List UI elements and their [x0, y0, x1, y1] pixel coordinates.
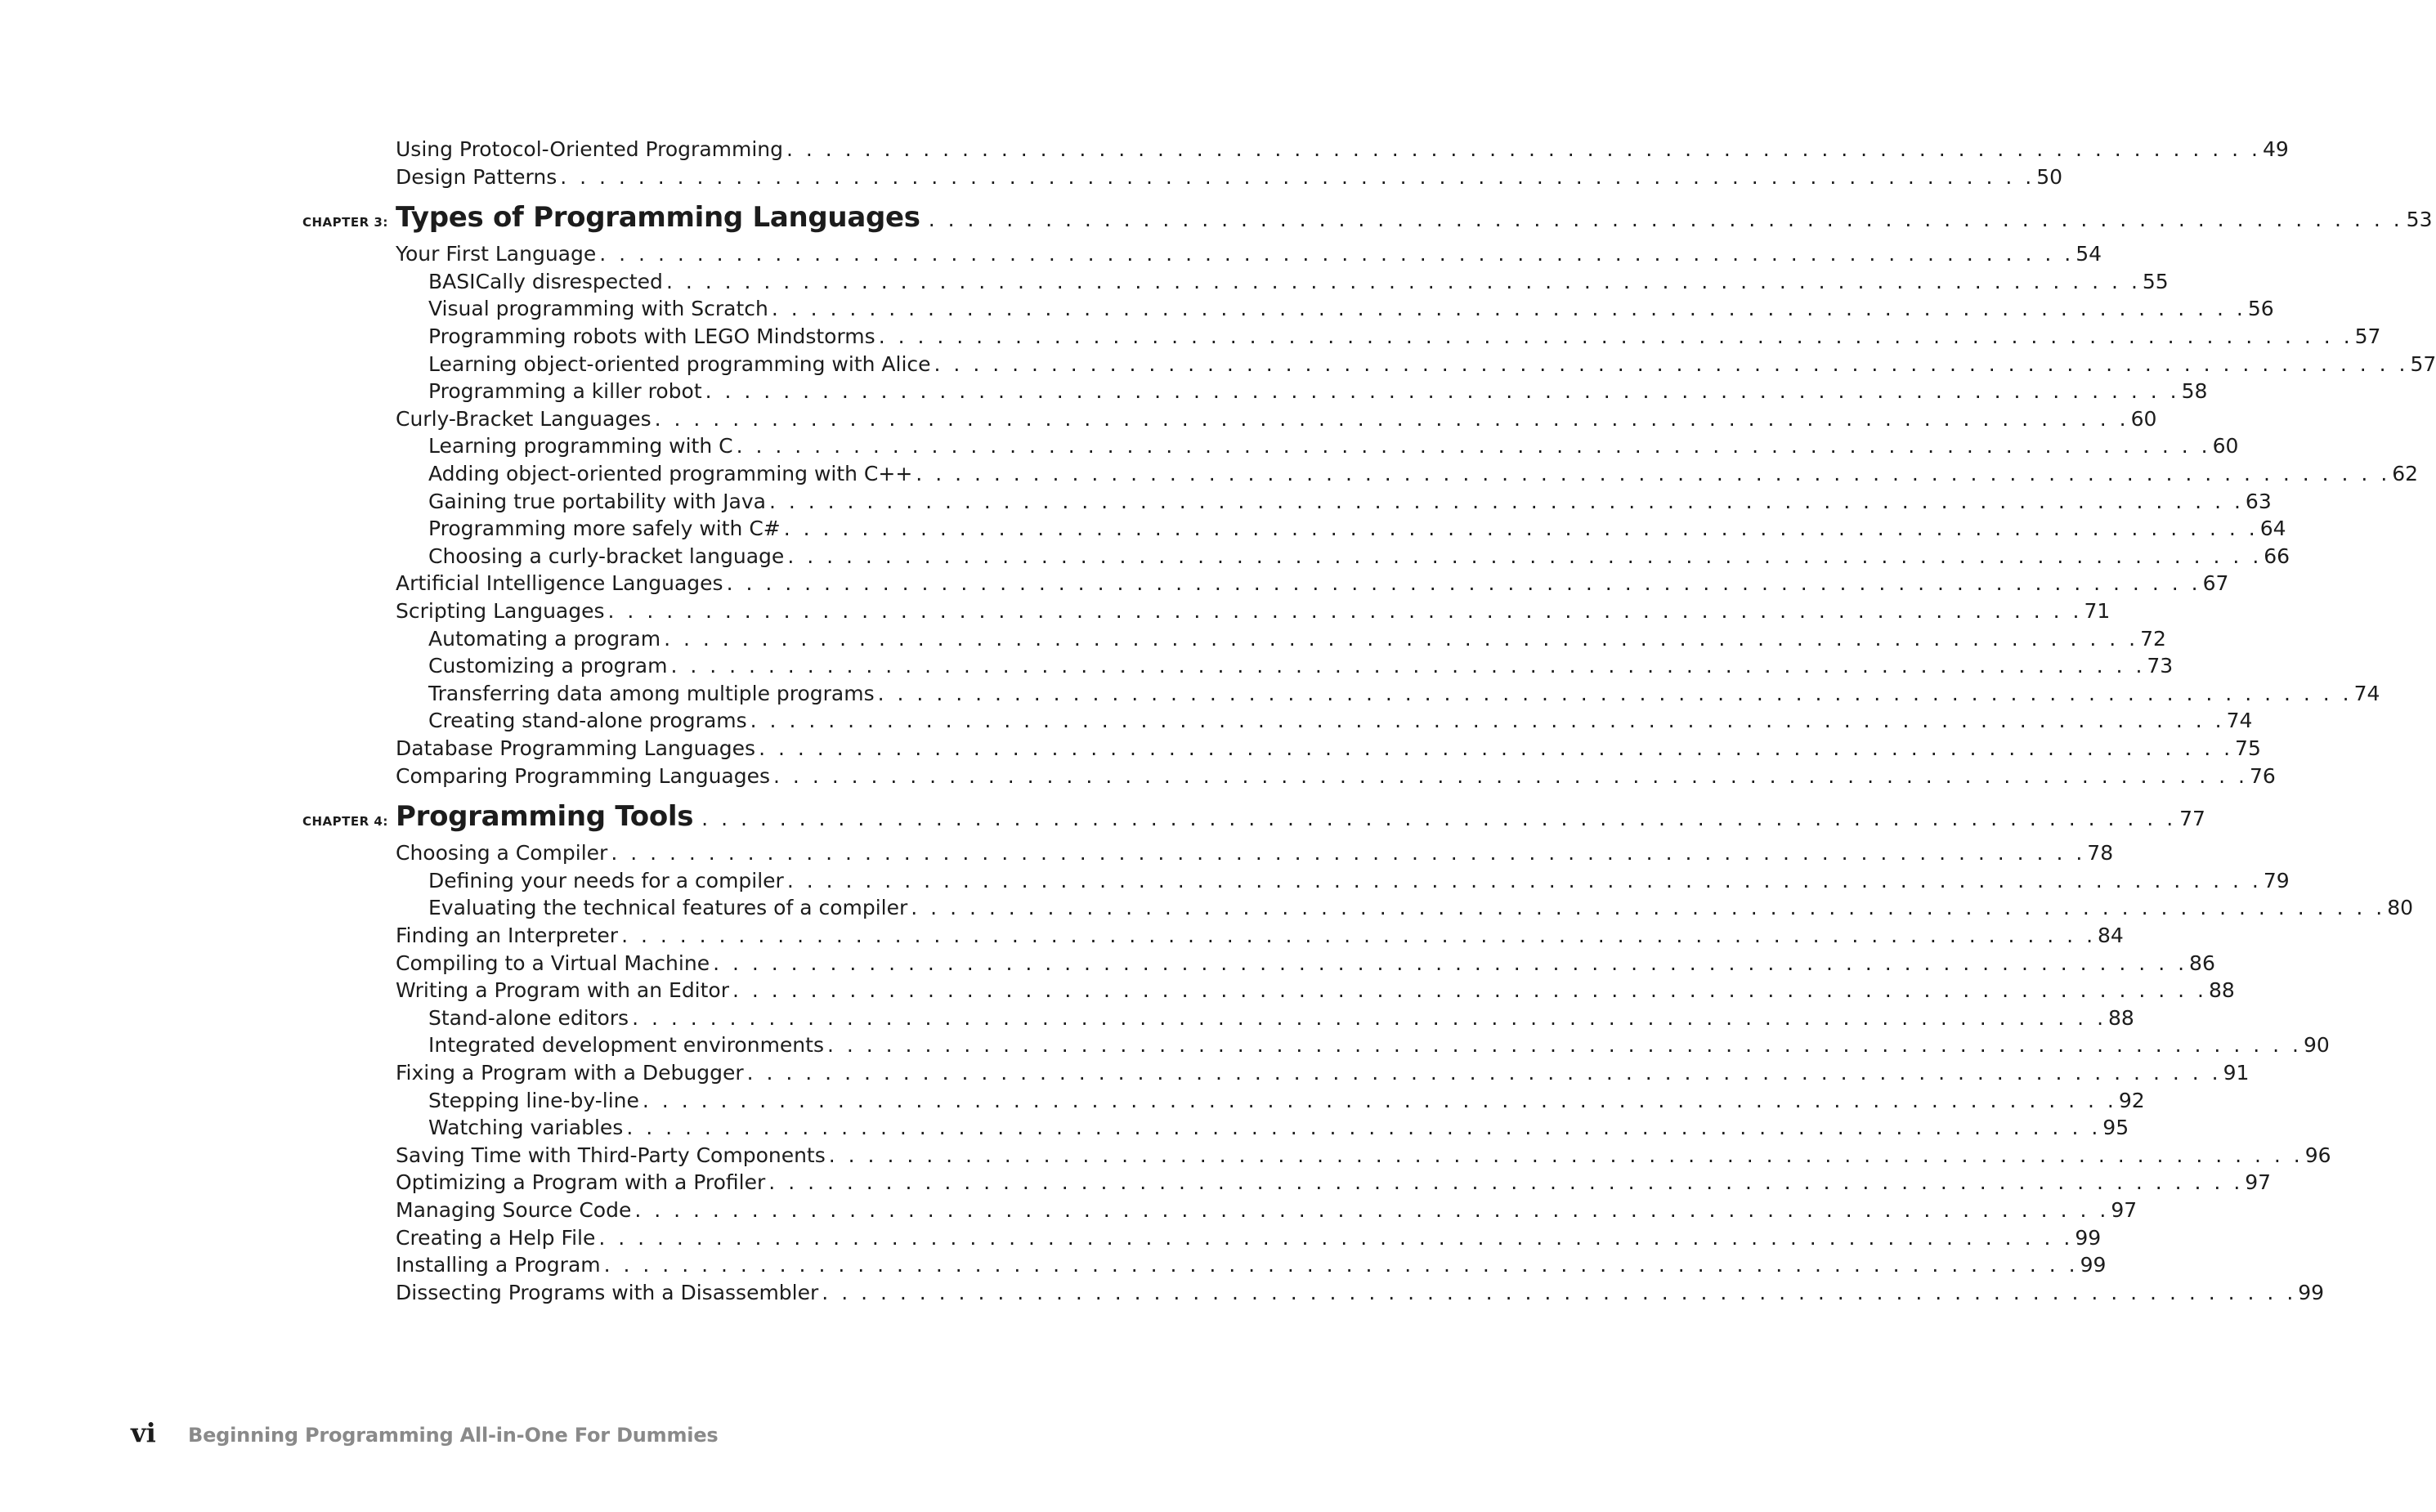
- entry-page-number: 97: [2111, 1198, 2138, 1222]
- entry-title: BASICally disrespected: [428, 269, 663, 293]
- toc-subentry: [428, 323, 2381, 351]
- toc-subentry: [428, 351, 2436, 378]
- entry-title: Your First Language: [396, 242, 597, 266]
- entry-title: Programming more safely with C#: [428, 517, 781, 541]
- dot-leader: . . . . . . . . . . . . . . . . . . . . . . . . . . . . . . . . . . . . . . . . . . . . . . . . . . . . . . . . . . . . . . . . . . . . . . . . . . . .: [878, 324, 2353, 348]
- entry-page-number: 57: [2354, 324, 2381, 348]
- dot-leader: . . . . . . . . . . . . . . . . . . . . . . . . . . . . . . . . . . . . . . . . . . . . . . . . . . . . . . . . . . . . . . . . . . . . . . . . . . . .: [768, 489, 2244, 513]
- chapter-title: Programming Tools: [396, 800, 694, 834]
- toc-subentry: [428, 1004, 2134, 1032]
- entry-page-number: 78: [2087, 841, 2114, 866]
- entry-title: Evaluating the technical features of a compiler: [428, 896, 908, 920]
- dot-leader: . . . . . . . . . . . . . . . . . . . . . . . . . . . . . . . . . . . . . . . . . . . . . . . . . . . . . . . . . . . . . . . . . . . . . . . . . . . .: [736, 434, 2211, 459]
- entry-title: Customizing a program: [428, 654, 668, 678]
- toc-subentry: [428, 1087, 2145, 1115]
- entry-page-number: 74: [2353, 681, 2380, 705]
- toc-entry: [396, 1279, 2325, 1307]
- dot-leader: . . . . . . . . . . . . . . . . . . . . . . . . . . . . . . . . . . . . . . . . . . . . . . . . . . . . . . . . . . . . . . . . . . . . . . . . . . . .: [768, 1170, 2244, 1195]
- entry-page-number: 95: [2102, 1116, 2129, 1140]
- entry-title: Programming robots with LEGO Mindstorms: [428, 324, 875, 348]
- dot-leader: . . . . . . . . . . . . . . . . . . . . . . . . . . . . . . . . . . . . . . . . . . . . . . . . . . . . . . . . . . . . . . . . . . . . . . . . . . . .: [654, 406, 2129, 431]
- entry-title: Visual programming with Scratch: [428, 297, 768, 321]
- entry-title: Installing a Program: [396, 1253, 601, 1277]
- dot-leader: . . . . . . . . . . . . . . . . . . . . . . . . . . . . . . . . . . . . . . . . . . . . . . . . . . . . . . . . . . . . . . . . . . . . . . . . . . . .: [771, 297, 2246, 321]
- chapter-heading: [302, 800, 2205, 841]
- entry-page-number: 76: [2250, 763, 2276, 788]
- toc-entry: [396, 1251, 2107, 1279]
- entry-page-number: 62: [2392, 462, 2419, 485]
- entry-title: Curly-Bracket Languages: [396, 406, 652, 431]
- dot-leader: . . . . . . . . . . . . . . . . . . . . . . . . . . . . . . . . . . . . . . . . . . . . . . . . . . . . . . . . . . . . . . . . . . . . . . . . . . . .: [726, 571, 2201, 596]
- dot-leader: . . . . . . . . . . . . . . . . . . . . . . . . . . . . . . . . . . . . . . . . . . . . . . . . . . . . . . . . . . . . . . . . . . . . . . . . . . . .: [934, 351, 2409, 376]
- entry-title: Comparing Programming Languages: [396, 763, 771, 788]
- entry-title: Scripting Languages: [396, 599, 605, 623]
- toc-subentry: [428, 894, 2414, 922]
- entry-page-number: 90: [2303, 1033, 2330, 1058]
- entry-page-number: 50: [2036, 164, 2063, 189]
- entry-page-number: 86: [2189, 951, 2215, 975]
- dot-leader: . . . . . . . . . . . . . . . . . . . . . . . . . . . . . . . . . . . . . . . . . . . . . . . . . . . . . . . . . . . . . . . . . . . . . . . . . . . .: [713, 951, 2188, 975]
- entry-page-number: 66: [2264, 544, 2290, 568]
- entry-page-number: 64: [2259, 517, 2286, 541]
- toc-subentry: [428, 680, 2380, 708]
- dot-leader: . . . . . . . . . . . . . . . . . . . . . . . . . . . . . . . . . . . . . . . . . . . . . . . . . . . . . . . . . . . . . . . . . . . . . . . . . . . .: [626, 1116, 2102, 1140]
- dot-leader: . . . . . . . . . . . . . . . . . . . . . . . . . . . . . . . . . . . . . . . . . . . . . . . . . . . . . . . . . . . . . . . . . . . . . . . . . . . .: [664, 626, 2139, 651]
- toc-entry: [396, 1059, 2250, 1087]
- chapter-heading: [302, 201, 2433, 242]
- entry-title: Defining your needs for a compiler: [428, 868, 784, 892]
- dot-leader: . . . . . . . . . . . . . . . . . . . . . . . . . . . . . . . . . . . . . . . . . . . . . . . . . . . . . . . . . . . . . . . . . . . . . . . . . . . .: [634, 1198, 2110, 1222]
- toc-subentry: [428, 625, 2166, 653]
- entry-page-number: 60: [2130, 406, 2157, 431]
- toc-entry: [396, 1169, 2272, 1197]
- toc-entry: [396, 839, 2114, 867]
- entry-page-number: 91: [2223, 1061, 2250, 1085]
- toc-subentry: [428, 1031, 2330, 1059]
- entry-page-number: 67: [2202, 571, 2229, 596]
- chapter-title: Types of Programming Languages: [396, 201, 920, 235]
- toc-subentry: [428, 378, 2208, 405]
- toc-subentry: [428, 432, 2239, 460]
- toc-subentry: [428, 707, 2253, 735]
- entry-page-number: 49: [2262, 137, 2289, 161]
- toc-subentry: [428, 1114, 2129, 1142]
- entry-page-number: 57: [2410, 351, 2436, 376]
- entry-page-number: 97: [2245, 1170, 2272, 1195]
- toc-entry: [396, 405, 2157, 433]
- entry-title: Learning programming with C: [428, 434, 733, 459]
- chapter-number: CHAPTER 4:: [302, 814, 388, 830]
- entry-title: Managing Source Code: [396, 1198, 632, 1222]
- dot-leader: . . . . . . . . . . . . . . . . . . . . . . . . . . . . . . . . . . . . . . . . . . . . . . . . . . . . . . . . . . . . . . . . . . . . . . . . . . . .: [603, 1253, 2079, 1277]
- dot-leader: . . . . . . . . . . . . . . . . . . . . . . . . . . . . . . . . . . . . . . . . . . . . . . . . . . . . . . . . . . . . . . . . . . . . . . . . . . . .: [786, 868, 2262, 892]
- toc-entry: [396, 977, 2235, 1004]
- entry-title: Stand-alone editors: [428, 1005, 629, 1030]
- entry-page-number: 73: [2147, 654, 2174, 678]
- entry-page-number: 55: [2142, 269, 2169, 293]
- entry-title: Transferring data among multiple programs: [428, 681, 875, 705]
- entry-title: Writing a Program with an Editor: [396, 978, 730, 1003]
- dot-leader: . . . . . . . . . . . . . . . . . . . . . . . . . . . . . . . . . . . . . . . . . . . . . . . . . . . . . . . . . . . . . . . . . . . . . . . . . . . .: [746, 1061, 2222, 1085]
- entry-page-number: 63: [2245, 489, 2272, 513]
- toc-entry: [396, 1224, 2102, 1252]
- chapter-number: CHAPTER 3:: [302, 215, 388, 230]
- dot-leader: . . . . . . . . . . . . . . . . . . . . . . . . . . . . . . . . . . . . . . . . . . . . . . . . . . . . . . . . . . . . . . . . . . . . . . . . . . . .: [598, 1225, 2074, 1250]
- entry-title: Database Programming Languages: [396, 736, 756, 760]
- dot-leader: . . . . . . . . . . . . . . . . . . . . . . . . . . . . . . . . . . . . . . . . . . . . . . . . . . . . . . . . . . . . . . . . . . . . . . . . . . . .: [783, 517, 2259, 541]
- entry-title: Design Patterns: [396, 164, 558, 189]
- entry-title: Choosing a Compiler: [396, 841, 608, 866]
- toc-entry: [396, 240, 2102, 268]
- dot-leader: . . . . . . . . . . . . . . . . . . . . . . . . . . . . . . . . . . . . . . . . . . . . . . . . . . . . . . . . . . . . . . . . . . . . . . . . . . . .: [632, 1005, 2107, 1030]
- toc-entry: [396, 1142, 2331, 1170]
- toc-entry: [396, 1197, 2138, 1224]
- page-footer: [131, 1417, 718, 1448]
- dot-leader: . . . . . . . . . . . . . . . . . . . . . . . . . . . . . . . . . . . . . . . . . . . . . . . . . . . . . . . . . . . . . . . . . . . . . . . . . . . .: [621, 924, 2097, 947]
- dot-leader: . . . . . . . . . . . . . . . . . . . . . . . . . . . . . . . . . . . . . . . . . . . . . . . . . . . . . . . . . . . . . . . . . . . . . . . . . . . .: [732, 978, 2207, 1003]
- entry-page-number: 99: [2075, 1225, 2102, 1250]
- dot-leader: . . . . . . . . . . . . . . . . . . . . . . . . . . . . . . . . . . . . . . . . . . . . . . . . . . . . . . . . . . . . . . . . . . . . . . . . . . . .: [786, 137, 2261, 161]
- entry-page-number: 92: [2118, 1088, 2145, 1112]
- dot-leader: . . . . . . . . . . . . . . . . . . . . . . . . . . . . . . . . . . . . . . . . . . . . . . . . . . . . . . . . . . . . . . . . . . . . . . . . . . . .: [928, 208, 2403, 232]
- entry-title: Finding an Interpreter: [396, 924, 619, 947]
- toc-entry: [396, 136, 2289, 163]
- toc-subentry: [428, 652, 2174, 680]
- dot-leader: . . . . . . . . . . . . . . . . . . . . . . . . . . . . . . . . . . . . . . . . . . . . . . . . . . . . . . . . . . . . . . . . . . . . . . . . . . . .: [759, 736, 2234, 760]
- entry-page-number: 88: [2208, 978, 2235, 1003]
- entry-title: Artificial Intelligence Languages: [396, 571, 723, 596]
- entry-title: Creating a Help File: [396, 1225, 596, 1250]
- toc-subentry: [428, 488, 2272, 516]
- entry-title: Stepping line-by-line: [428, 1088, 639, 1112]
- entry-title: Learning object-oriented programming with Alice: [428, 351, 931, 376]
- dot-leader: . . . . . . . . . . . . . . . . . . . . . . . . . . . . . . . . . . . . . . . . . . . . . . . . . . . . . . . . . . . . . . . . . . . . . . . . . . . .: [611, 841, 2086, 866]
- entry-page-number: 99: [2298, 1280, 2325, 1304]
- dot-leader: . . . . . . . . . . . . . . . . . . . . . . . . . . . . . . . . . . . . . . . . . . . . . . . . . . . . . . . . . . . . . . . . . . . . . . . . . . . .: [599, 242, 2075, 266]
- dot-leader: . . . . . . . . . . . . . . . . . . . . . . . . . . . . . . . . . . . . . . . . . . . . . . . . . . . . . . . . . . . . . . . . . . . . . . . . . . . .: [826, 1033, 2302, 1058]
- entry-title: Programming a killer robot: [428, 379, 702, 404]
- chapter-page-number: 53: [2406, 208, 2433, 232]
- entry-page-number: 99: [2080, 1253, 2107, 1277]
- toc-subentry: [428, 460, 2419, 488]
- entry-title: Adding object-oriented programming with C++: [428, 462, 913, 485]
- entry-page-number: 71: [2084, 599, 2111, 623]
- entry-page-number: 58: [2181, 379, 2208, 404]
- entry-title: Integrated development environments: [428, 1033, 824, 1058]
- chapter-page-number: 77: [2179, 807, 2205, 831]
- entry-page-number: 84: [2098, 924, 2124, 947]
- toc-subentry: [428, 543, 2290, 570]
- dot-leader: . . . . . . . . . . . . . . . . . . . . . . . . . . . . . . . . . . . . . . . . . . . . . . . . . . . . . . . . . . . . . . . . . . . . . . . . . . . .: [750, 709, 2225, 733]
- entry-title: Using Protocol-Oriented Programming: [396, 137, 784, 161]
- entry-page-number: 79: [2263, 868, 2290, 892]
- dot-leader: . . . . . . . . . . . . . . . . . . . . . . . . . . . . . . . . . . . . . . . . . . . . . . . . . . . . . . . . . . . . . . . . . . . . . . . . . . . .: [773, 763, 2248, 788]
- dot-leader: . . . . . . . . . . . . . . . . . . . . . . . . . . . . . . . . . . . . . . . . . . . . . . . . . . . . . . . . . . . . . . . . . . . . . . . . . . . .: [916, 462, 2391, 485]
- entry-page-number: 96: [2304, 1143, 2331, 1167]
- entry-title: Fixing a Program with a Debugger: [396, 1061, 744, 1085]
- entry-page-number: 56: [2247, 297, 2274, 321]
- entry-page-number: 88: [2108, 1005, 2134, 1030]
- dot-leader: . . . . . . . . . . . . . . . . . . . . . . . . . . . . . . . . . . . . . . . . . . . . . . . . . . . . . . . . . . . . . . . . . . . . . . . . . . . .: [822, 1280, 2297, 1304]
- entry-page-number: 60: [2212, 434, 2239, 459]
- dot-leader: . . . . . . . . . . . . . . . . . . . . . . . . . . . . . . . . . . . . . . . . . . . . . . . . . . . . . . . . . . . . . . . . . . . . . . . . . . . .: [828, 1143, 2304, 1167]
- entry-title: Choosing a curly-bracket language: [428, 544, 785, 568]
- dot-leader: . . . . . . . . . . . . . . . . . . . . . . . . . . . . . . . . . . . . . . . . . . . . . . . . . . . . . . . . . . . . . . . . . . . . . . . . . . . .: [607, 599, 2083, 623]
- entry-title: Optimizing a Program with a Profiler: [396, 1170, 766, 1195]
- page-folio: vi: [131, 1417, 156, 1448]
- dot-leader: . . . . . . . . . . . . . . . . . . . . . . . . . . . . . . . . . . . . . . . . . . . . . . . . . . . . . . . . . . . . . . . . . . . . . . . . . . . .: [665, 269, 2141, 293]
- dot-leader: . . . . . . . . . . . . . . . . . . . . . . . . . . . . . . . . . . . . . . . . . . . . . . . . . . . . . . . . . . . . . . . . . . . . . . . . . . . .: [787, 544, 2263, 568]
- book-title: Beginning Programming All-in-One For Dummies: [188, 1424, 719, 1447]
- toc-entry: [396, 597, 2111, 625]
- entry-title: Dissecting Programs with a Disassembler: [396, 1280, 819, 1304]
- dot-leader: . . . . . . . . . . . . . . . . . . . . . . . . . . . . . . . . . . . . . . . . . . . . . . . . . . . . . . . . . . . . . . . . . . . . . . . . . . . .: [705, 379, 2180, 404]
- dot-leader: . . . . . . . . . . . . . . . . . . . . . . . . . . . . . . . . . . . . . . . . . . . . . . . . . . . . . . . . . . . . . . . . . . . . . . . . . . . .: [877, 681, 2353, 705]
- toc-entry: [396, 163, 2063, 191]
- entry-page-number: 72: [2140, 626, 2166, 651]
- dot-leader: . . . . . . . . . . . . . . . . . . . . . . . . . . . . . . . . . . . . . . . . . . . . . . . . . . . . . . . . . . . . . . . . . . . . . . . . . . . .: [560, 164, 2035, 189]
- toc-subentry: [428, 295, 2274, 323]
- toc-entry: [396, 570, 2229, 597]
- toc-subentry: [428, 268, 2169, 296]
- entry-page-number: 80: [2387, 896, 2414, 920]
- toc-subentry: [428, 867, 2290, 895]
- dot-leader: . . . . . . . . . . . . . . . . . . . . . . . . . . . . . . . . . . . . . . . . . . . . . . . . . . . . . . . . . . . . . . . . . . . . . . . . . . . .: [701, 807, 2177, 831]
- entry-page-number: 74: [2226, 709, 2253, 733]
- entry-title: Compiling to a Virtual Machine: [396, 951, 710, 975]
- toc-entry: [396, 763, 2276, 790]
- entry-page-number: 54: [2076, 242, 2102, 266]
- entry-page-number: 75: [2235, 736, 2261, 760]
- dot-leader: . . . . . . . . . . . . . . . . . . . . . . . . . . . . . . . . . . . . . . . . . . . . . . . . . . . . . . . . . . . . . . . . . . . . . . . . . . . .: [911, 896, 2386, 920]
- entry-title: Saving Time with Third-Party Components: [396, 1143, 826, 1167]
- toc-entry: [396, 735, 2261, 763]
- entry-title: Automating a program: [428, 626, 661, 651]
- toc-subentry: [428, 515, 2286, 543]
- dot-leader: . . . . . . . . . . . . . . . . . . . . . . . . . . . . . . . . . . . . . . . . . . . . . . . . . . . . . . . . . . . . . . . . . . . . . . . . . . . .: [670, 654, 2146, 678]
- entry-title: Watching variables: [428, 1116, 624, 1140]
- toc-entry: [396, 922, 2124, 950]
- entry-title: Gaining true portability with Java: [428, 489, 766, 513]
- dot-leader: . . . . . . . . . . . . . . . . . . . . . . . . . . . . . . . . . . . . . . . . . . . . . . . . . . . . . . . . . . . . . . . . . . . . . . . . . . . .: [642, 1088, 2117, 1112]
- toc-entry: [396, 950, 2215, 977]
- entry-title: Creating stand-alone programs: [428, 709, 747, 733]
